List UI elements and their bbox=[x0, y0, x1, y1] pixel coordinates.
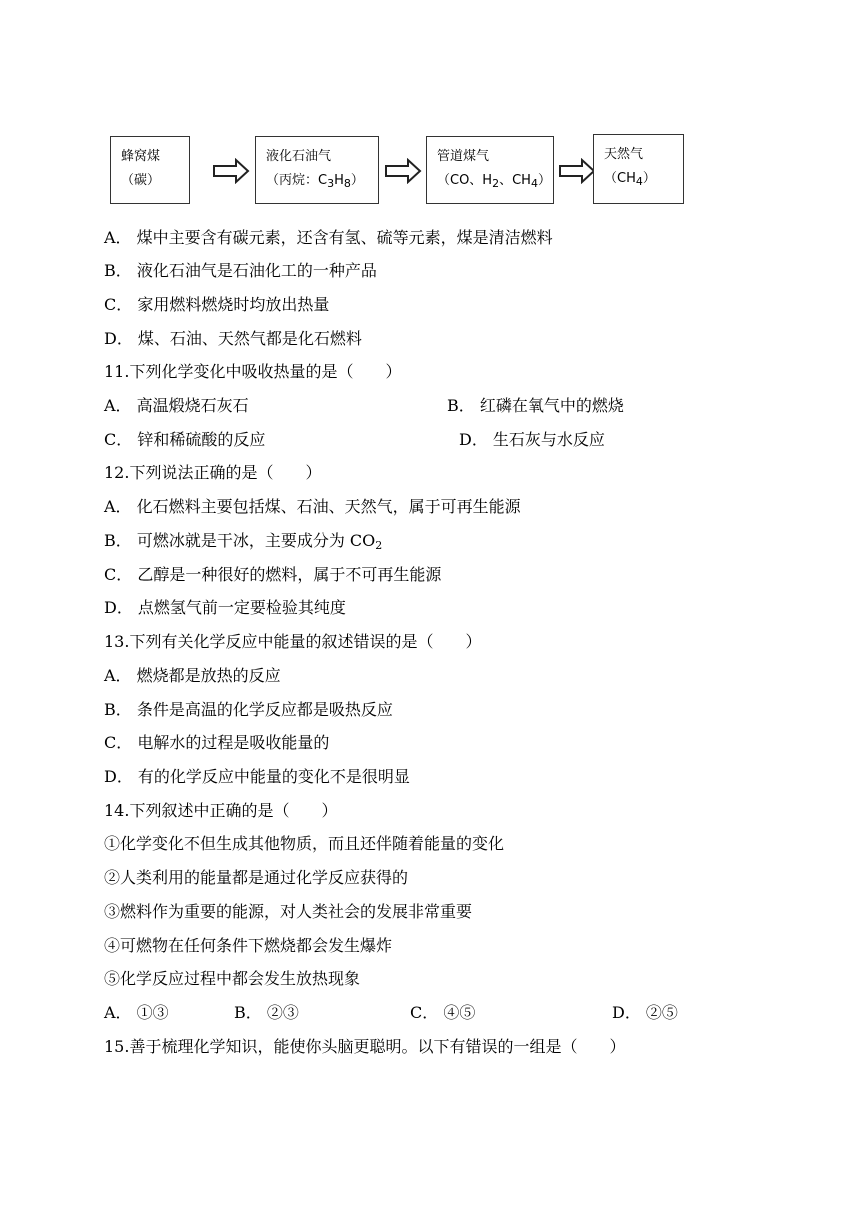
q14-statement-2: ②人类利用的能量都是通过化学反应获得的 bbox=[104, 868, 409, 887]
q12-option-a: A． 化石燃料主要包括煤、石油、天然气，属于可再生能源 bbox=[104, 497, 521, 516]
q14-statement-1: ①化学变化不但生成其他物质，而且还伴随着能量的变化 bbox=[104, 834, 505, 853]
q10-option-a: A． 煤中主要含有碳元素，还含有氢、硫等元素，煤是清洁燃料 bbox=[104, 228, 553, 247]
q14-statement-4: ④可燃物在任何条件下燃烧都会发生爆炸 bbox=[104, 936, 393, 955]
flow-box-lpg bbox=[255, 136, 379, 204]
q12-stem: 12.下列说法正确的是（ ） bbox=[104, 463, 322, 482]
q11-option-b: B． 红磷在氧气中的燃烧 bbox=[447, 396, 624, 415]
q14-option-a: A． ①③ bbox=[104, 1003, 169, 1022]
flow-box-detail: （丙烷：$C_3H_8$） bbox=[266, 173, 364, 190]
q11-option-c: C． 锌和稀硫酸的反应 bbox=[104, 430, 266, 449]
flow-box-title: 蜂窝煤 bbox=[121, 149, 161, 164]
q15-stem: 15.善于梳理化学知识，能使你头脑更聪明。以下有错误的一组是（ ） bbox=[104, 1037, 626, 1056]
q11-option-d: D． 生石灰与水反应 bbox=[459, 430, 605, 449]
flow-box-detail: $(CH_4)$ bbox=[604, 171, 656, 188]
q13-option-d: D． 有的化学反应中能量的变化不是很明显 bbox=[104, 767, 410, 786]
q12-option-d: D． 点燃氢气前一定要检验其纯度 bbox=[104, 598, 346, 617]
flow-box-title: 管道煤气 bbox=[437, 149, 490, 164]
fuel-flow-diagram bbox=[0, 0, 860, 215]
flow-box-pipeline-gas bbox=[426, 136, 554, 204]
arrow-right-icon bbox=[558, 158, 596, 184]
q13-stem: 13.下列有关化学反应中能量的叙述错误的是（ ） bbox=[104, 632, 482, 651]
q14-option-b: B． ②③ bbox=[234, 1003, 299, 1022]
flow-box-honeycomb-coal bbox=[110, 136, 190, 204]
q12-option-b: B． 可燃冰就是干冰，主要成分为 $CO_2$ bbox=[104, 531, 383, 552]
q14-option-d: D． ②⑤ bbox=[612, 1003, 678, 1022]
q14-statement-3: ③燃料作为重要的能源，对人类社会的发展非常重要 bbox=[104, 902, 473, 921]
q14-option-c: C． ④⑤ bbox=[410, 1003, 476, 1022]
q11-option-a: A． 高温煅烧石灰石 bbox=[104, 396, 249, 415]
arrow-right-icon bbox=[212, 158, 250, 184]
arrow-right-icon bbox=[384, 158, 422, 184]
flow-box-detail: （碳） bbox=[121, 173, 161, 188]
flow-box-natural-gas bbox=[593, 134, 684, 204]
q13-option-c: C． 电解水的过程是吸收能量的 bbox=[104, 733, 330, 752]
q11-stem: 11.下列化学变化中吸收热量的是（ ） bbox=[104, 362, 402, 381]
flow-box-title: 液化石油气 bbox=[266, 149, 332, 164]
q12-option-c: C． 乙醇是一种很好的燃料，属于不可再生能源 bbox=[104, 565, 442, 584]
q10-option-d: D． 煤、石油、天然气都是化石燃料 bbox=[104, 329, 362, 348]
q10-option-b: B． 液化石油气是石油化工的一种产品 bbox=[104, 261, 377, 280]
flow-box-title: 天然气 bbox=[604, 147, 644, 162]
flow-box-detail: （CO、$H_2$、$CH_4$） bbox=[437, 173, 551, 190]
q13-option-b: B． 条件是高温的化学反应都是吸热反应 bbox=[104, 700, 393, 719]
q13-option-a: A． 燃烧都是放热的反应 bbox=[104, 666, 281, 685]
q14-statement-5: ⑤化学反应过程中都会发生放热现象 bbox=[104, 969, 361, 988]
q14-stem: 14.下列叙述中正确的是（ ） bbox=[104, 801, 338, 820]
q10-option-c: C． 家用燃料燃烧时均放出热量 bbox=[104, 295, 330, 314]
